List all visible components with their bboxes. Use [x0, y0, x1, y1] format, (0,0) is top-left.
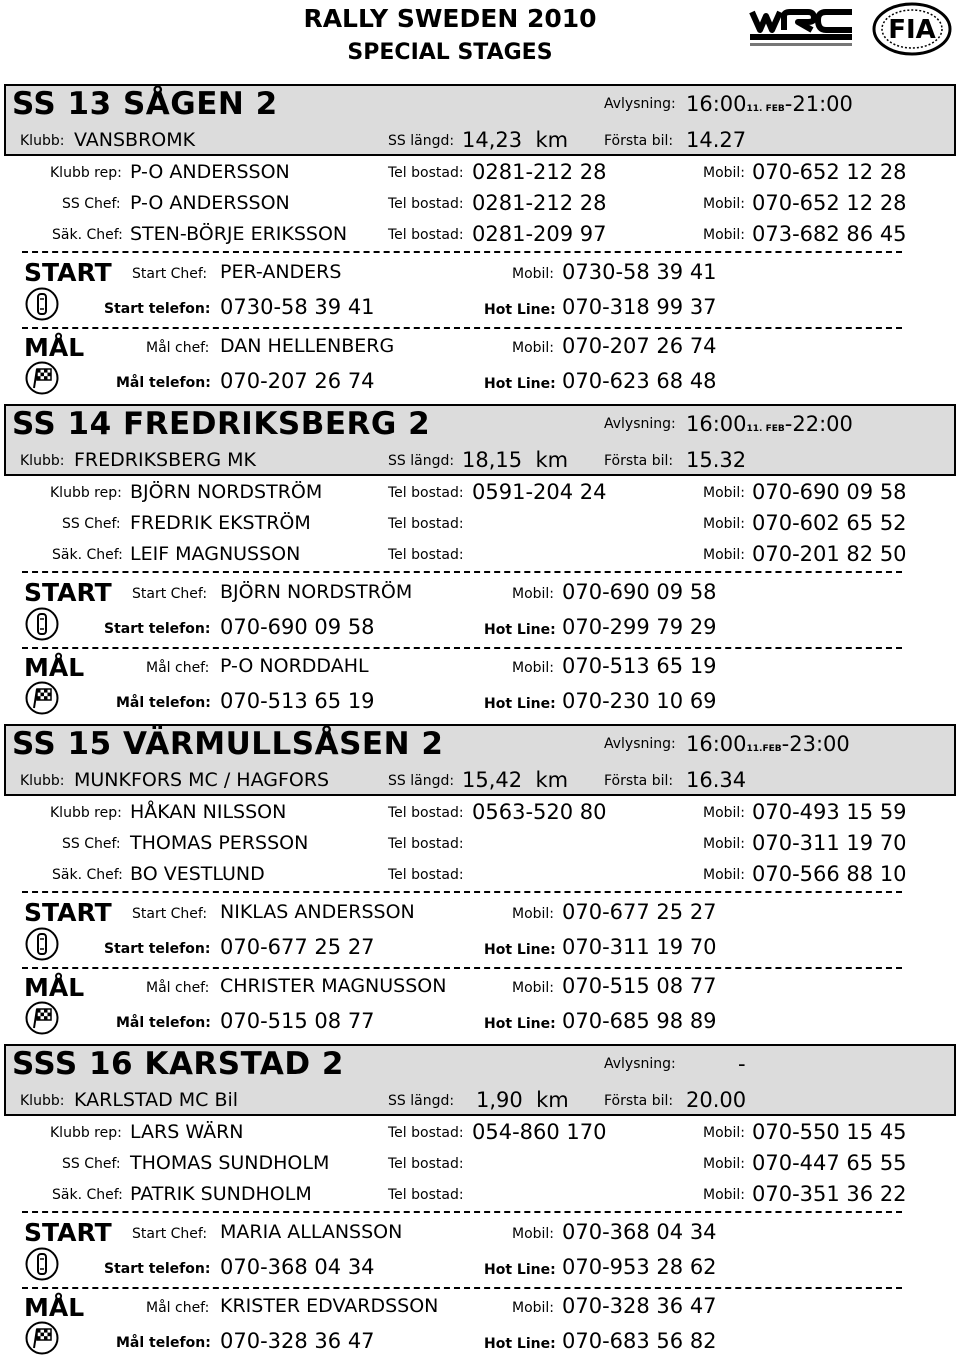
stage-block: [0, 724, 960, 1044]
sak-chef-mobil: 070-201 82 50: [752, 542, 907, 566]
start-chef-mobil: 0730-58 39 41: [562, 260, 717, 284]
forsta-bil-value: 15.32: [686, 448, 747, 472]
mal-chef-mobil: 070-328 36 47: [562, 1294, 717, 1318]
phone-icon: [25, 287, 59, 321]
mal-chef-name: DAN HELLENBERG: [220, 335, 395, 357]
tel-bostad-label: Tel bostad:: [388, 165, 464, 181]
mobil-label: Mobil:: [703, 485, 746, 501]
klubb-rep-tel: 054-860 170: [472, 1120, 607, 1144]
forsta-bil-value: 14.27: [686, 128, 747, 152]
mal-hotline-value: 070-685 98 89: [562, 1009, 717, 1033]
sak-chef-mobil: 070-566 88 10: [752, 862, 907, 886]
avlysning-label: Avlysning:: [604, 96, 676, 112]
mobil-label: Mobil:: [512, 1226, 555, 1242]
stage-block: [0, 84, 960, 404]
ss-chef-label: SS Chef:: [62, 516, 121, 532]
mobil-label: Mobil:: [703, 227, 746, 243]
klubb-rep-name: HÅKAN NILSSON: [130, 801, 287, 823]
klubb-rep-name: LARS WÄRN: [130, 1121, 244, 1143]
wrc-logo: [748, 6, 856, 50]
tel-bostad-label: Tel bostad:: [388, 836, 464, 852]
divider: [22, 571, 902, 573]
stage-header-band: [4, 84, 956, 156]
tel-bostad-label: Tel bostad:: [388, 196, 464, 212]
ss-chef-name: THOMAS SUNDHOLM: [130, 1152, 330, 1174]
start-telefon-value: 070-690 09 58: [220, 615, 375, 639]
klubb-rep-label: Klubb rep:: [50, 805, 122, 821]
ss-chef-label: SS Chef:: [62, 1156, 121, 1172]
forsta-bil-label: Första bil:: [604, 453, 674, 469]
start-chef-label: Start Chef:: [132, 1226, 208, 1242]
avlysning-label: Avlysning:: [604, 416, 676, 432]
checkered-flag-icon: [25, 1321, 59, 1355]
klubb-value: MUNKFORS MC / HAGFORS: [74, 769, 330, 791]
avlysning-value: 16:0011.FEB-23:00: [686, 732, 850, 756]
hot-line-label: Hot Line:: [484, 1336, 556, 1352]
hot-line-label: Hot Line:: [484, 1016, 556, 1032]
start-telefon-value: 0730-58 39 41: [220, 295, 375, 319]
klubb-rep-tel: 0591-204 24: [472, 480, 607, 504]
mal-heading: MÅL: [24, 973, 85, 1002]
sak-chef-mobil: 073-682 86 45: [752, 222, 907, 246]
sak-chef-name: STEN-BÖRJE ERIKSSON: [130, 223, 348, 245]
avlysning-label: Avlysning:: [604, 736, 676, 752]
mal-chef-mobil: 070-207 26 74: [562, 334, 717, 358]
mobil-label: Mobil:: [512, 340, 555, 356]
divider: [22, 1287, 902, 1289]
ss-langd-value: 14,23 km: [462, 128, 569, 152]
tel-bostad-label: Tel bostad:: [388, 1187, 464, 1203]
ss-chef-mobil: 070-652 12 28: [752, 191, 907, 215]
klubb-rep-mobil: 070-493 15 59: [752, 800, 907, 824]
avlysning-label: Avlysning:: [604, 1056, 676, 1072]
ss-langd-value: 18,15 km: [462, 448, 569, 472]
hot-line-label: Hot Line:: [484, 622, 556, 638]
ss-chef-mobil: 070-311 19 70: [752, 831, 907, 855]
divider: [22, 251, 902, 253]
sak-chef-label: Säk. Chef:: [52, 867, 123, 883]
divider: [22, 1211, 902, 1213]
mal-hotline-value: 070-623 68 48: [562, 369, 717, 393]
fia-logo: [872, 2, 952, 56]
klubb-rep-tel: 0563-520 80: [472, 800, 607, 824]
start-chef-mobil: 070-677 25 27: [562, 900, 717, 924]
klubb-rep-name: BJÖRN NORDSTRÖM: [130, 481, 323, 503]
ss-chef-label: SS Chef:: [62, 196, 121, 212]
ss-chef-mobil: 070-602 65 52: [752, 511, 907, 535]
mal-heading: MÅL: [24, 333, 85, 362]
tel-bostad-label: Tel bostad:: [388, 1125, 464, 1141]
mal-chef-name: P-O NORDDAHL: [220, 655, 369, 677]
ss-langd-label: SS längd:: [388, 453, 455, 469]
mobil-label: Mobil:: [703, 1125, 746, 1141]
start-telefon-value: 070-368 04 34: [220, 1255, 375, 1279]
klubb-value: VANSBROMK: [74, 129, 196, 151]
hot-line-label: Hot Line:: [484, 942, 556, 958]
start-heading: START: [24, 258, 112, 287]
mobil-label: Mobil:: [703, 196, 746, 212]
mal-hotline-value: 070-230 10 69: [562, 689, 717, 713]
stage-block: [0, 1044, 960, 1356]
tel-bostad-label: Tel bostad:: [388, 227, 464, 243]
stage-header-band: [4, 1044, 956, 1116]
klubb-rep-mobil: 070-652 12 28: [752, 160, 907, 184]
forsta-bil-label: Första bil:: [604, 1093, 674, 1109]
tel-bostad-label: Tel bostad:: [388, 485, 464, 501]
sak-chef-name: LEIF MAGNUSSON: [130, 543, 301, 565]
start-telefon-label: Start telefon:: [104, 941, 211, 957]
avlysning-value: 16:0011. FEB-21:00: [686, 92, 853, 116]
ss-chef-mobil: 070-447 65 55: [752, 1151, 907, 1175]
divider: [22, 647, 902, 649]
mal-chef-mobil: 070-515 08 77: [562, 974, 717, 998]
stage-title: SSS 16 KARSTAD 2: [12, 1046, 344, 1082]
hot-line-label: Hot Line:: [484, 1262, 556, 1278]
start-heading: START: [24, 578, 112, 607]
mobil-label: Mobil:: [703, 165, 746, 181]
mobil-label: Mobil:: [512, 1300, 555, 1316]
stage-header-band: [4, 724, 956, 796]
klubb-rep-mobil: 070-550 15 45: [752, 1120, 907, 1144]
klubb-rep-label: Klubb rep:: [50, 485, 122, 501]
sak-chef-tel: 0281-209 97: [472, 222, 607, 246]
sak-chef-label: Säk. Chef:: [52, 1187, 123, 1203]
forsta-bil-label: Första bil:: [604, 133, 674, 149]
mal-telefon-value: 070-328 36 47: [220, 1329, 375, 1353]
avlysning-value: 16:0011. FEB-22:00: [686, 412, 853, 436]
sak-chef-name: BO VESTLUND: [130, 863, 265, 885]
mobil-label: Mobil:: [703, 1156, 746, 1172]
avlysning-value: -: [738, 1052, 746, 1076]
start-telefon-label: Start telefon:: [104, 301, 211, 317]
phone-icon: [25, 1247, 59, 1281]
start-chef-mobil: 070-368 04 34: [562, 1220, 717, 1244]
ss-chef-name: THOMAS PERSSON: [130, 832, 309, 854]
page-title: RALLY SWEDEN 2010: [303, 4, 597, 33]
start-telefon-label: Start telefon:: [104, 1261, 211, 1277]
start-heading: START: [24, 898, 112, 927]
stage-header-band: [4, 404, 956, 476]
klubb-label: Klubb:: [20, 133, 65, 149]
mal-chef-label: Mål chef:: [146, 1300, 210, 1316]
start-hotline-value: 070-311 19 70: [562, 935, 717, 959]
klubb-label: Klubb:: [20, 1093, 65, 1109]
ss-langd-label: SS längd:: [388, 133, 455, 149]
checkered-flag-icon: [25, 361, 59, 395]
hot-line-label: Hot Line:: [484, 302, 556, 318]
start-chef-name: MARIA ALLANSSON: [220, 1221, 403, 1243]
mobil-label: Mobil:: [512, 586, 555, 602]
hot-line-label: Hot Line:: [484, 376, 556, 392]
start-chef-mobil: 070-690 09 58: [562, 580, 717, 604]
mobil-label: Mobil:: [703, 516, 746, 532]
start-heading: START: [24, 1218, 112, 1247]
klubb-label: Klubb:: [20, 773, 65, 789]
forsta-bil-value: 20.00: [686, 1088, 747, 1112]
ss-langd-value: 15,42 km: [462, 768, 569, 792]
checkered-flag-icon: [25, 681, 59, 715]
mal-chef-label: Mål chef:: [146, 340, 210, 356]
mal-chef-name: KRISTER EDVARDSSON: [220, 1295, 439, 1317]
mobil-label: Mobil:: [703, 1187, 746, 1203]
tel-bostad-label: Tel bostad:: [388, 547, 464, 563]
mobil-label: Mobil:: [703, 805, 746, 821]
start-telefon-label: Start telefon:: [104, 621, 211, 637]
tel-bostad-label: Tel bostad:: [388, 516, 464, 532]
mobil-label: Mobil:: [512, 980, 555, 996]
mal-heading: MÅL: [24, 653, 85, 682]
checkered-flag-icon: [25, 1001, 59, 1035]
start-hotline-value: 070-953 28 62: [562, 1255, 717, 1279]
sak-chef-name: PATRIK SUNDHOLM: [130, 1183, 312, 1205]
page-subtitle: SPECIAL STAGES: [347, 40, 553, 65]
stage-title: SS 14 FREDRIKSBERG 2: [12, 406, 431, 442]
klubb-value: KARLSTAD MC Bil: [74, 1089, 239, 1111]
ss-langd-value: 1,90 km: [476, 1088, 569, 1112]
klubb-rep-tel: 0281-212 28: [472, 160, 607, 184]
klubb-rep-label: Klubb rep:: [50, 165, 122, 181]
sak-chef-label: Säk. Chef:: [52, 547, 123, 563]
tel-bostad-label: Tel bostad:: [388, 805, 464, 821]
forsta-bil-label: Första bil:: [604, 773, 674, 789]
phone-icon: [25, 927, 59, 961]
mal-chef-label: Mål chef:: [146, 980, 210, 996]
ss-chef-label: SS Chef:: [62, 836, 121, 852]
tel-bostad-label: Tel bostad:: [388, 1156, 464, 1172]
ss-langd-label: SS längd:: [388, 1093, 455, 1109]
klubb-label: Klubb:: [20, 453, 65, 469]
sak-chef-mobil: 070-351 36 22: [752, 1182, 907, 1206]
mobil-label: Mobil:: [512, 906, 555, 922]
mobil-label: Mobil:: [512, 660, 555, 676]
klubb-rep-label: Klubb rep:: [50, 1125, 122, 1141]
start-chef-name: BJÖRN NORDSTRÖM: [220, 581, 413, 603]
phone-icon: [25, 607, 59, 641]
ss-chef-tel: 0281-212 28: [472, 191, 607, 215]
mobil-label: Mobil:: [703, 547, 746, 563]
stage-block: [0, 404, 960, 724]
ss-langd-label: SS längd:: [388, 773, 455, 789]
start-hotline-value: 070-299 79 29: [562, 615, 717, 639]
forsta-bil-value: 16.34: [686, 768, 747, 792]
mal-telefon-label: Mål telefon:: [116, 1335, 211, 1351]
svg-text:FIA: FIA: [888, 15, 936, 45]
klubb-value: FREDRIKSBERG MK: [74, 449, 256, 471]
ss-chef-name: P-O ANDERSSON: [130, 192, 290, 214]
sak-chef-label: Säk. Chef:: [52, 227, 123, 243]
mal-chef-mobil: 070-513 65 19: [562, 654, 717, 678]
start-chef-label: Start Chef:: [132, 266, 208, 282]
mobil-label: Mobil:: [703, 867, 746, 883]
divider: [22, 327, 902, 329]
mal-telefon-value: 070-513 65 19: [220, 689, 375, 713]
start-chef-name: NIKLAS ANDERSSON: [220, 901, 415, 923]
mal-telefon-label: Mål telefon:: [116, 695, 211, 711]
mal-telefon-label: Mål telefon:: [116, 1015, 211, 1031]
klubb-rep-mobil: 070-690 09 58: [752, 480, 907, 504]
stage-title: SS 13 SÅGEN 2: [12, 86, 278, 122]
mal-hotline-value: 070-683 56 82: [562, 1329, 717, 1353]
mal-telefon-label: Mål telefon:: [116, 375, 211, 391]
mal-telefon-value: 070-207 26 74: [220, 369, 375, 393]
divider: [22, 967, 902, 969]
mal-heading: MÅL: [24, 1293, 85, 1322]
start-chef-name: PER-ANDERS: [220, 261, 342, 283]
stage-title: SS 15 VÄRMULLSÅSEN 2: [12, 726, 444, 762]
hot-line-label: Hot Line:: [484, 696, 556, 712]
start-chef-label: Start Chef:: [132, 906, 208, 922]
mal-chef-name: CHRISTER MAGNUSSON: [220, 975, 447, 997]
divider: [22, 891, 902, 893]
mobil-label: Mobil:: [703, 836, 746, 852]
start-telefon-value: 070-677 25 27: [220, 935, 375, 959]
mal-chef-label: Mål chef:: [146, 660, 210, 676]
mobil-label: Mobil:: [512, 266, 555, 282]
tel-bostad-label: Tel bostad:: [388, 867, 464, 883]
ss-chef-name: FREDRIK EKSTRÖM: [130, 512, 311, 534]
start-hotline-value: 070-318 99 37: [562, 295, 717, 319]
klubb-rep-name: P-O ANDERSSON: [130, 161, 290, 183]
start-chef-label: Start Chef:: [132, 586, 208, 602]
mal-telefon-value: 070-515 08 77: [220, 1009, 375, 1033]
